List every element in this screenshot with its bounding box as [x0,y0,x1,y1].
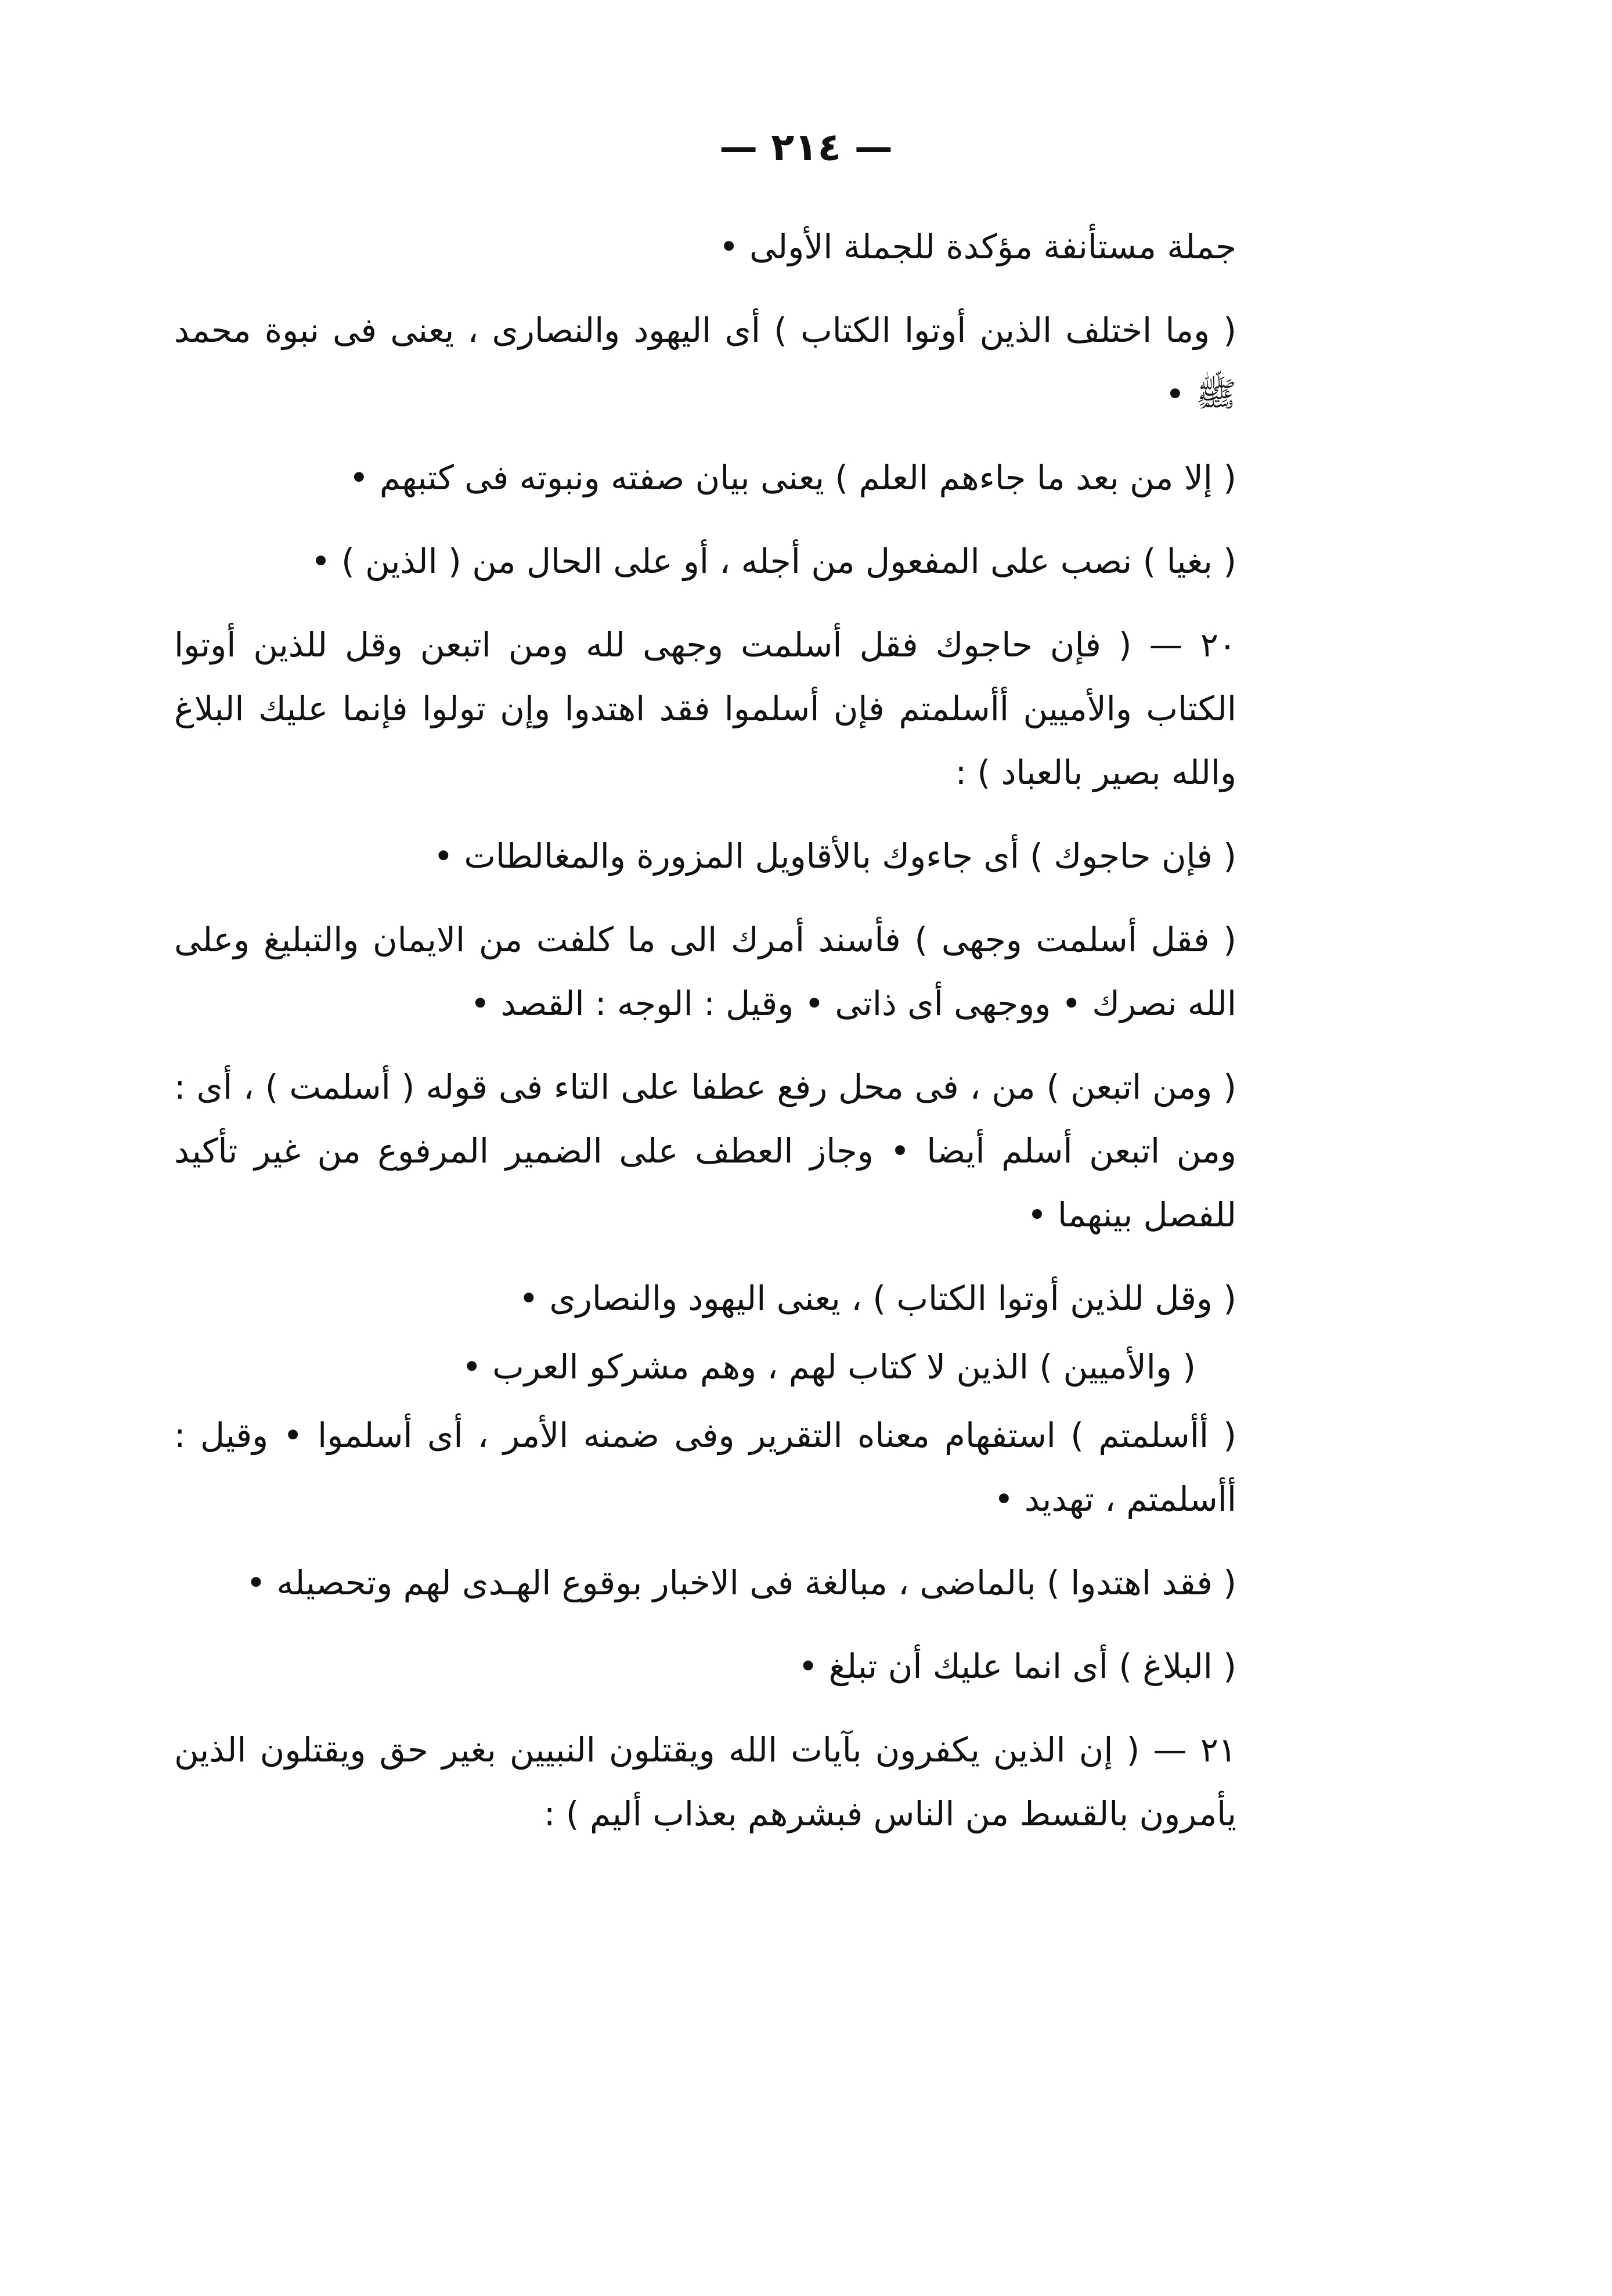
page-number: — ٢١٤ — [719,125,893,169]
paragraph: ( وقل للذين أوتوا الكتاب ) ، يعنى اليهود والنصارى • [518,1279,1236,1318]
paragraph: ( فإن حاجوك ) أى جاءوك بالأقاويل المزورة والمغالطات • [433,836,1236,876]
paragraph: ( بغيا ) نصب على المفعول من أجله ، أو على الحال من ( الذين ) • [311,541,1236,581]
paragraph: جملة مستأنفة مؤكدة للجملة الأولى • [719,227,1236,266]
paragraph: ( البلاغ ) أى انما عليك أن تبلغ • [798,1647,1236,1686]
paragraph: ( وما اختلف الذين أوتوا الكتاب ) أى اليهود والنصارى ، يعنى فى نبوة محمد ﷺ • [174,311,1236,414]
paragraph: ( فقل أسلمت وجهى ) فأسند أمرك الى ما كلفت من الايمان والتبليغ وعلى الله نصرك • ووجهى أى ذاتى • وقيل : الوجه : القصد • [174,920,1236,1023]
paragraph: ٢١ — ( إن الذين يكفرون بآيات الله ويقتلون النبيين بغير حق ويقتلون الذين يأمرون بالقسط من الناس فبشرهم بعذاب أليم ) : [174,1730,1236,1833]
paragraph: ( فقد اهتدوا ) بالماضى ، مبالغة فى الاخبار بوقوع الهـدى لهم وتحصيله • [246,1563,1236,1602]
paragraph: ( ومن اتبعن ) من ، فى محل رفع عطفا على التاء فى قوله ( أسلمت ) ، أى : ومن اتبعن أسلم أيضا • وجاز العطف على الضمير المرفوع من غير تأكيد للفصل بينهما • [174,1067,1236,1234]
paragraph: ( إلا من بعد ما جاءهم العلم ) يعنى بيان صفته ونبوته فى كتبهم • [349,458,1236,497]
paragraph: ٢٠ — ( فإن حاجوك فقل أسلمت وجهى لله ومن اتبعن وقل للذين أوتوا الكتاب والأميين أأسلمتم فإن أسلموا فقد اهتدوا وإن تولوا فإنما عليك البلاغ والله بصير بالعباد ) : [174,625,1236,792]
paragraph: ( والأميين ) الذين لا كتاب لهم ، وهم مشركو العرب • [461,1347,1196,1387]
paragraph: ( أأسلمتم ) استفهام معناه التقرير وفى ضمنه الأمر ، أى أسلموا • وقيل : أأسلمتم ، تهديد • [174,1416,1236,1519]
body-text [174,215,1306,1865]
